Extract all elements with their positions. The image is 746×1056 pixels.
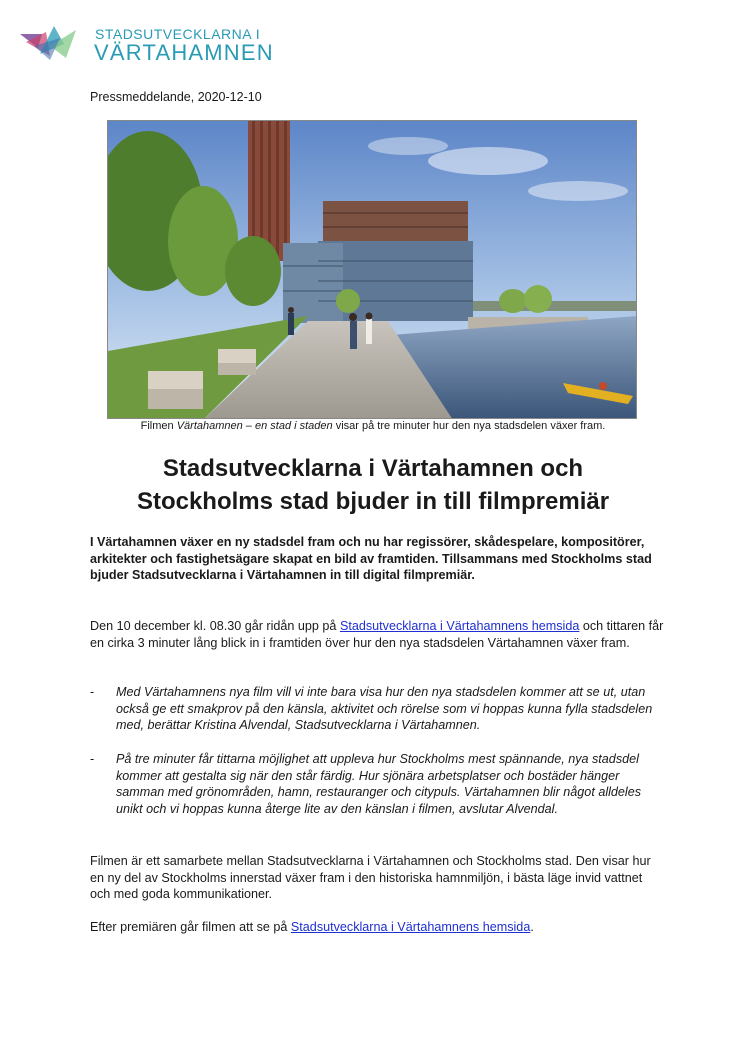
- p4-text-after: .: [530, 920, 534, 934]
- body-paragraph-1: [90, 618, 665, 651]
- logo-text-line2: VÄRTAHAMNEN: [94, 40, 274, 65]
- list-dash: -: [90, 752, 95, 766]
- quote-text: Med Värtahamnens nya film vill vi inte bara visa hur den nya stadsdelen kommer att se ut, utan också ge ett smakprov på den känsla, aktivitet och rörelse som vi hoppas kunna fylla stadsdelen med, berättar Kristina Alvendal, Stadsutvecklarna i Värtahamnen.: [116, 685, 653, 732]
- caption-suffix: visar på tre minuter hur den nya stadsdelen växer fram.: [332, 420, 606, 432]
- website-link[interactable]: Stadsutvecklarna i Värtahamnens hemsida: [339, 619, 580, 633]
- company-logo: [20, 22, 274, 66]
- headline-line2: Stockholms stad bjuder in till filmpremiär: [136, 488, 610, 515]
- headline-line1: Stadsutvecklarna i Värtahamnen och: [162, 455, 584, 482]
- caption-prefix: Filmen: [140, 420, 177, 432]
- waterfront-rendering-image: [107, 120, 637, 419]
- logo-mark-icon: [20, 24, 78, 64]
- body-paragraph-3: Filmen är ett samarbete mellan Stadsutvecklarna i Värtahamnen och Stockholms stad. Den visar hur en ny del av Stockholms innerstad växer fram i den historiska hamnmiljön, i bästa läge invid vattnet och med goda kommunikationer.: [90, 854, 651, 901]
- caption-film-title: Värtahamnen – en stad i staden: [176, 420, 333, 432]
- logo-text-line1: STADSUTVECKLARNA I: [95, 26, 261, 42]
- p1-text-before: Den 10 december kl. 08.30 går ridån upp på: [90, 619, 340, 633]
- list-dash: -: [90, 685, 95, 699]
- headline: [70, 452, 676, 518]
- p1-text-after: och tittaren får en cirka 3 minuter lång blick in i framtiden över hur den nya stadsdelen Värtahamnen växer fram.: [90, 619, 664, 650]
- p4-text-before: Efter premiären går filmen att se på: [90, 920, 291, 934]
- quote-text: På tre minuter får tittarna möjlighet att uppleva hur Stockholms mest spännande, nya stadsdel kommer att gestalta sig när den står färdig. Hur sjönära arbetsplatser och bostäder hänger samman med grönområden, hamn, restauranger och citypuls. Värtahamnen blir något alldeles unikt och vi hoppas kunna återge lite av den känslan i filmen, avslutar Alvendal.: [116, 752, 642, 816]
- lead-paragraph: I Värtahamnen växer en ny stadsdel fram och nu har regissörer, skådespelare, kompositörer, arkitekter och fastighetsägare skapat en bild av framtiden. Tillsammans med Stockholms stad bjuder Stadsutvecklarna i Värtahamnen in till digital filmpremiär.: [90, 535, 652, 582]
- press-release-dateline: Pressmeddelande, 2020-12-10: [90, 90, 262, 104]
- body-paragraph-4: [90, 919, 665, 936]
- photo-caption: [0, 420, 746, 432]
- website-link[interactable]: Stadsutvecklarna i Värtahamnens hemsida: [290, 920, 531, 934]
